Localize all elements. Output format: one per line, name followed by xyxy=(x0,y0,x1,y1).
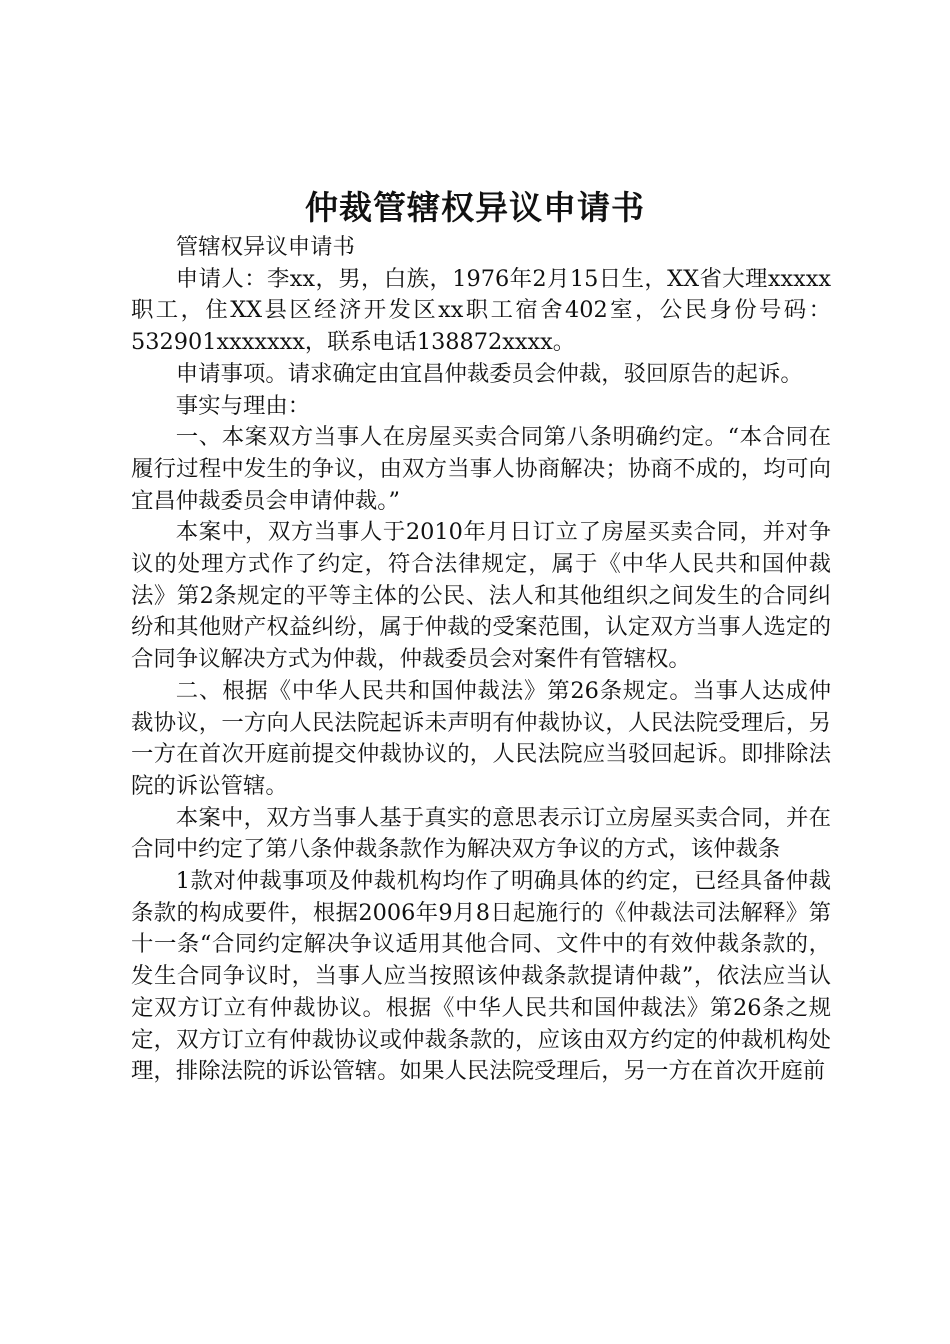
paragraph-request: 申请事项。请求确定由宜昌仲裁委员会仲裁，驳回原告的起诉。 xyxy=(175,360,803,387)
paragraph-case-clause: 本案中，双方当事人基于真实的意思表示订立房屋买卖合同，并在合同中约定了第八条仲裁条款作为解决双方争议的方式，该仲裁条 xyxy=(131,804,831,863)
paragraph-subtitle: 管辖权异议申请书 xyxy=(175,234,355,260)
paragraph-applicant: 申请人：李xx，男，白族，1976年2月15日生，XX省大理xxxxx职工，住XX县区经济开发区xx职工宿舍402室，公民身份号码：532901xxxxxxx，联系电话138872xxxx。 xyxy=(131,265,831,356)
document-body xyxy=(131,232,831,1088)
paragraph-facts-heading: 事实与理由： xyxy=(175,392,311,419)
paragraph-point-two: 二、根据《中华人民共和国仲裁法》第26条规定。当事人达成仲裁协议，一方向人民法院起诉未声明有仲裁协议，人民法院受理后，另一方在首次开庭前提交仲裁协议的，人民法院应当驳回起诉。即排除法院的诉讼管辖。 xyxy=(131,677,831,799)
paragraph-clause-detail: 1款对仲裁事项及仲裁机构均作了明确具体的约定，已经具备仲裁条款的构成要件，根据2006年9月8日起施行的《仲裁法司法解释》第十一条“合同约定解决争议适用其他合同、文件中的有效仲裁条款的，发生合同争议时，当事人应当按照该仲裁条款提请仲裁”，依法应当认定双方订立有仲裁协议。根据《中华人民共和国仲裁法》第26条之规定，双方订立有仲裁协议或仲裁条款的，应该由双方约定的仲裁机构处理，排除法院的诉讼管辖。如果人民法院受理后，另一方在首次开庭前 xyxy=(131,868,831,1085)
paragraph-point-one: 一、本案双方当事人在房屋买卖合同第八条明确约定。“本合同在履行过程中发生的争议，由双方当事人协商解决；协商不成的，均可向宜昌仲裁委员会申请仲裁。” xyxy=(131,424,831,514)
paragraph-case-contract: 本案中，双方当事人于2010年月日订立了房屋买卖合同，并对争议的处理方式作了约定，符合法律规定，属于《中华人民共和国仲裁法》第2条规定的平等主体的公民、法人和其他组织之间发生的合同纠纷和其他财产权益纠纷，属于仲裁的受案范围，认定双方当事人选定的合同争议解决方式为仲裁，仲裁委员会对案件有管辖权。 xyxy=(131,519,831,673)
document-title: 仲裁管辖权异议申请书 xyxy=(305,188,645,227)
